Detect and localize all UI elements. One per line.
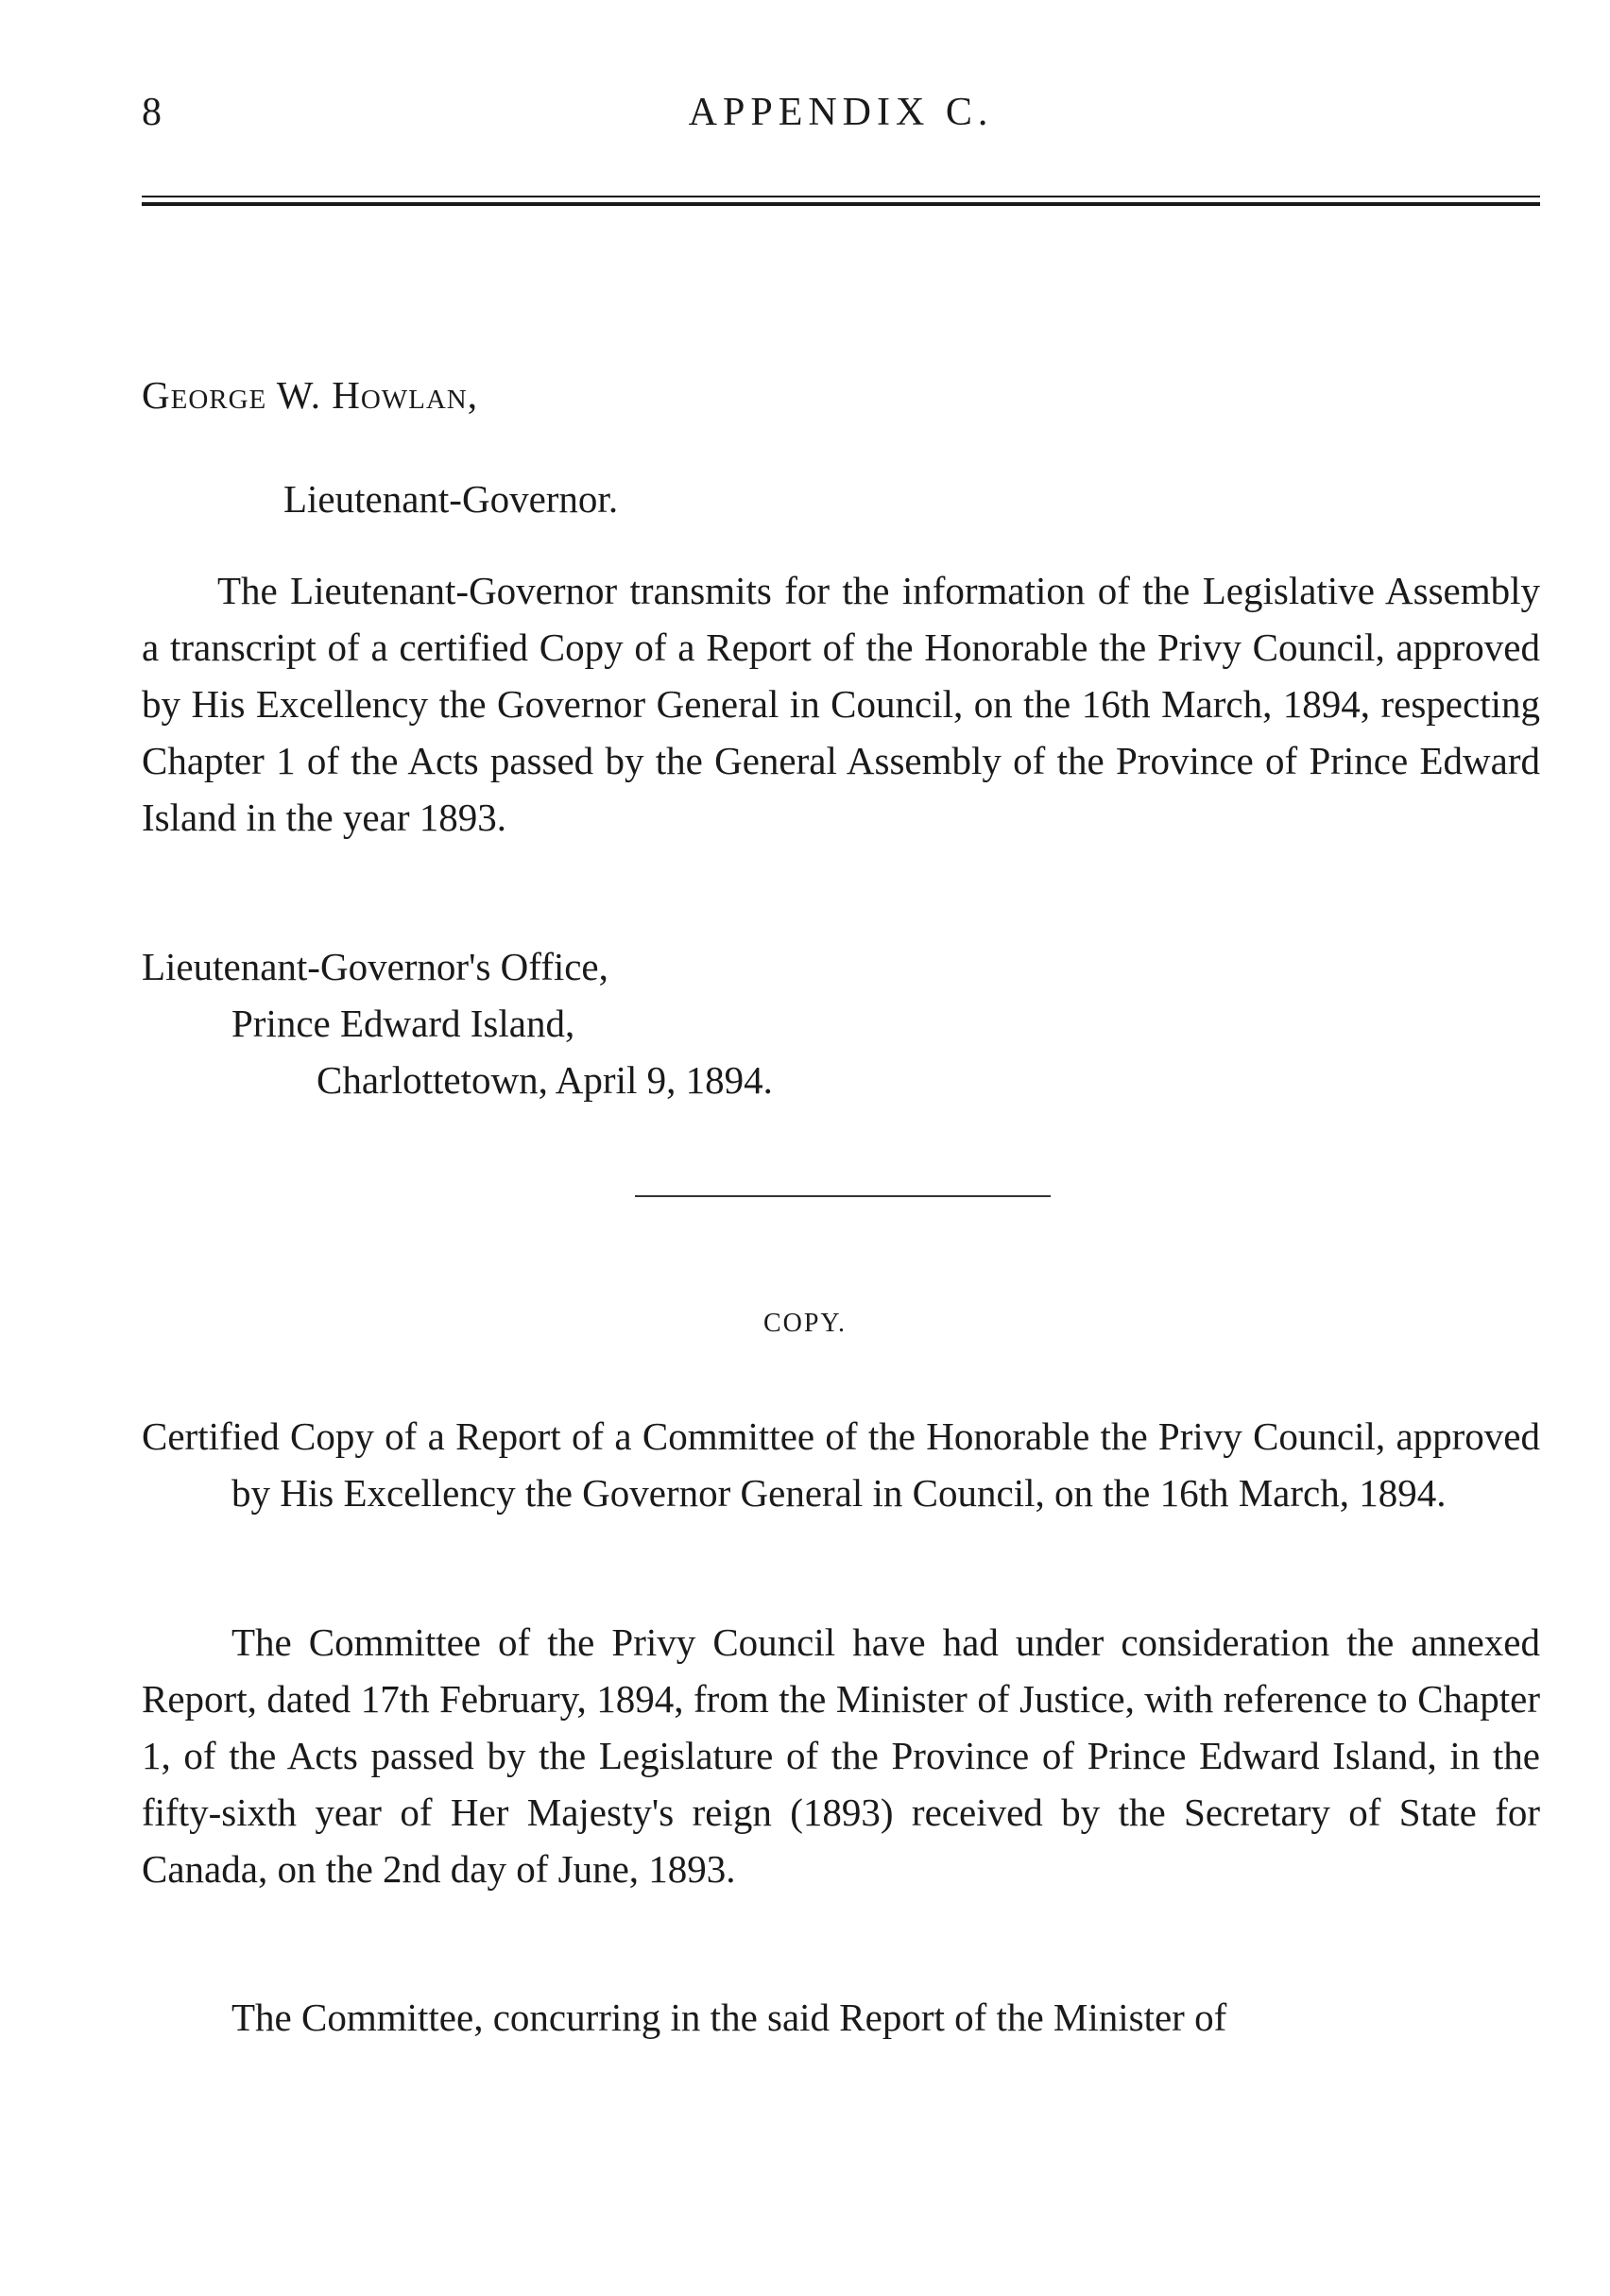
page-header xyxy=(142,90,1540,146)
page-number: 8 xyxy=(142,91,163,134)
office-line-1: Lieutenant-Governor's Office, xyxy=(142,945,608,988)
committee-paragraph-1: The Committee of the Privy Council have had under consideration the annexed Report, dated 17th February, 1894, from the Minister of Justice, with reference to Chapter 1, of the Acts passed by the Legislature of the Province of Prince Edward Island, in the fifty-sixth year of Her Majesty's reign (1893) received by the Secretary of State for Canada, on the 2nd day of June, 1893. xyxy=(142,1620,1540,1891)
section-separator xyxy=(635,1195,1051,1197)
running-head: APPENDIX C. xyxy=(688,91,994,134)
committee-paragraph-2: The Committee, concurring in the said Report of the Minister of xyxy=(231,1996,1227,2039)
certified-heading: Certified Copy of a Report of a Committee of the Honorable the Privy Council, approved by His Excellency the Governor General in Council, on the 16th March, 1894. xyxy=(142,1414,1540,1515)
header-rule-thick xyxy=(142,202,1540,206)
message-paragraph: The Lieutenant-Governor transmits for the information of the Legislative Assembly a transcript of a certified Copy of a Report of the Honorable the Privy Council, approved by His Excellency the Governor General in Council, on the 16th March, 1894, respecting Chapter 1 of the Acts passed by the General Assembly of the Province of Prince Edward Island in the year 1893. xyxy=(142,569,1540,839)
office-line-3: Charlottetown, April 9, 1894. xyxy=(317,1058,773,1102)
copy-label: COPY. xyxy=(762,1309,848,1338)
signer-title: Lieutenant-Governor. xyxy=(283,477,619,521)
signer-name: George W. Howlan, xyxy=(142,373,478,417)
header-rule-thin xyxy=(142,196,1540,197)
office-line-2: Prince Edward Island, xyxy=(231,1002,575,1045)
